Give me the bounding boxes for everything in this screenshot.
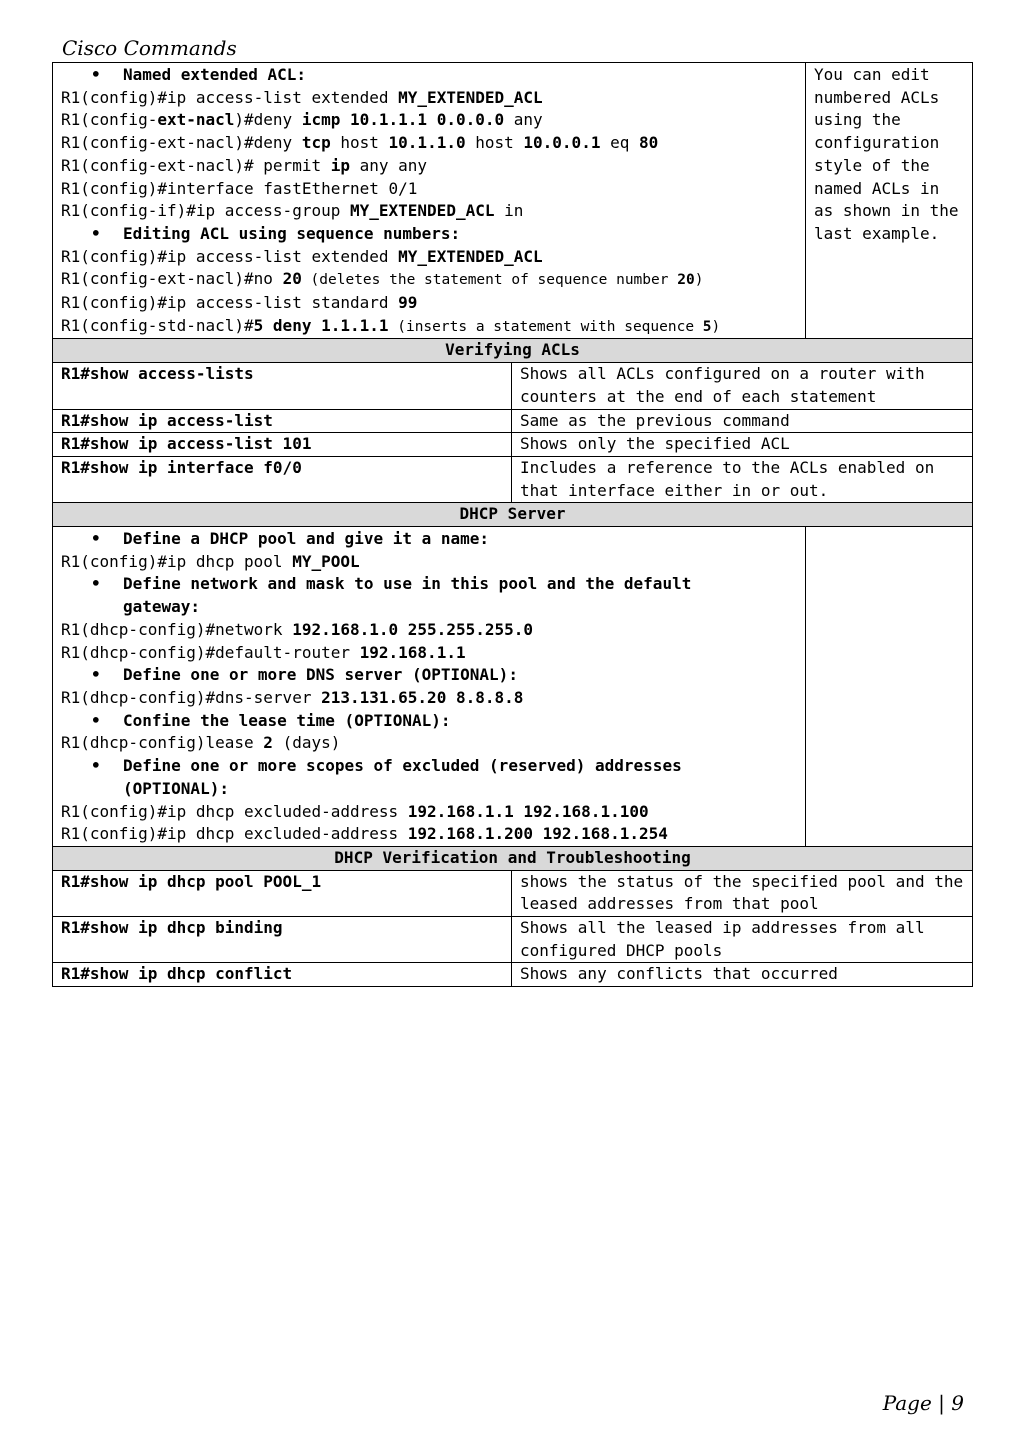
bullet-excluded-addresses: • Define one or more scopes of excluded (reserved) addresses (OPTIONAL): [61, 755, 797, 800]
cmd-line: R1(config-std-nacl)#5 deny 1.1.1.1 (inserts a statement with sequence 5) [61, 315, 721, 335]
bullet-lease-time: • Confine the lease time (OPTIONAL): [61, 710, 797, 733]
command-cell: R1#show ip dhcp binding [53, 917, 512, 963]
section-title-dhcp-server: DHCP Server [53, 503, 973, 527]
cmd-line: R1(config)#ip access-list standard 99 [61, 293, 418, 313]
bullet-dns-server: • Define one or more DNS server (OPTIONAL): [61, 664, 797, 687]
bullet-define-pool: • Define a DHCP pool and give it a name: [61, 528, 797, 551]
table-row [53, 409, 973, 433]
cmd-line: R1(config-ext-nacl)#deny icmp 10.1.1.1 0.0.0.0 any [61, 110, 543, 130]
commands-table [52, 62, 973, 987]
section-header-row [53, 503, 973, 527]
section-header-row [53, 339, 973, 363]
cmd-line: R1(config)#ip access-list extended MY_EXTENDED_ACL [61, 87, 543, 107]
table-row [53, 456, 973, 502]
acl-block-row [53, 63, 973, 339]
description-cell: Shows all the leased ip addresses from all configured DHCP pools [512, 917, 973, 963]
bullet-named-extended-acl: • Named extended ACL: [61, 64, 797, 87]
description-cell: Shows any conflicts that occurred [512, 963, 973, 987]
cmd-line: R1(dhcp-config)lease 2 (days) [61, 733, 341, 753]
table-row [53, 917, 973, 963]
bullet-define-network: • Define network and mask to use in this pool and the default gateway: [61, 573, 797, 618]
cmd-line: R1(dhcp-config)#dns-server 213.131.65.20 8.8.8.8 [61, 687, 524, 707]
cmd-line: R1(config)#interface fastEthernet 0/1 [61, 178, 418, 198]
dhcp-empty-cell [806, 527, 973, 847]
table-row [53, 963, 973, 987]
command-cell: R1#show access-lists [53, 363, 512, 409]
command-cell: R1#show ip dhcp pool POOL_1 [53, 870, 512, 916]
cmd-line: R1(config)#ip dhcp excluded-address 192.168.1.200 192.168.1.254 [61, 824, 668, 844]
cmd-line: R1(config-ext-nacl)#deny tcp host 10.1.1.0 host 10.0.0.1 eq 80 [61, 133, 659, 153]
section-title-dhcp-verification: DHCP Verification and Troubleshooting [53, 846, 973, 870]
section-header-row [53, 846, 973, 870]
cmd-line: R1(dhcp-config)#network 192.168.1.0 255.255.255.0 [61, 619, 534, 639]
command-cell: R1#show ip access-list 101 [53, 433, 512, 457]
section-title-verifying-acls: Verifying ACLs [53, 339, 973, 363]
cmd-line: R1(config-ext-nacl)# permit ip any any [61, 155, 428, 175]
description-cell: shows the status of the specified pool and the leased addresses from that pool [512, 870, 973, 916]
table-row [53, 870, 973, 916]
page-number: Page | 9 [882, 1391, 964, 1415]
description-cell: Same as the previous command [512, 409, 973, 433]
dhcp-block-row [53, 527, 973, 847]
acl-commands-cell [53, 63, 806, 339]
description-cell: Includes a reference to the ACLs enabled on that interface either in or out. [512, 456, 973, 502]
bullet-editing-acl: • Editing ACL using sequence numbers: [61, 223, 797, 246]
acl-note-cell: You can edit numbered ACLs using the configuration style of the named ACLs in as shown in the last example. [806, 63, 973, 339]
command-cell: R1#show ip access-list [53, 409, 512, 433]
description-cell: Shows all ACLs configured on a router with counters at the end of each statement [512, 363, 973, 409]
cmd-line: R1(config)#ip dhcp pool MY_POOL [61, 551, 360, 571]
description-cell: Shows only the specified ACL [512, 433, 973, 457]
table-row [53, 433, 973, 457]
cmd-line: R1(config)#ip access-list extended MY_EXTENDED_ACL [61, 246, 543, 266]
dhcp-commands-cell [53, 527, 806, 847]
cmd-line: R1(config-ext-nacl)#no 20 (deletes the statement of sequence number 20) [61, 269, 704, 289]
cmd-line: R1(dhcp-config)#default-router 192.168.1.1 [61, 642, 466, 662]
command-cell: R1#show ip dhcp conflict [53, 963, 512, 987]
cmd-line: R1(config)#ip dhcp excluded-address 192.168.1.1 192.168.1.100 [61, 801, 649, 821]
command-cell: R1#show ip interface f0/0 [53, 456, 512, 502]
page-header: Cisco Commands [62, 36, 237, 60]
cmd-line: R1(config-if)#ip access-group MY_EXTENDED_ACL in [61, 201, 524, 221]
table-row [53, 363, 973, 409]
